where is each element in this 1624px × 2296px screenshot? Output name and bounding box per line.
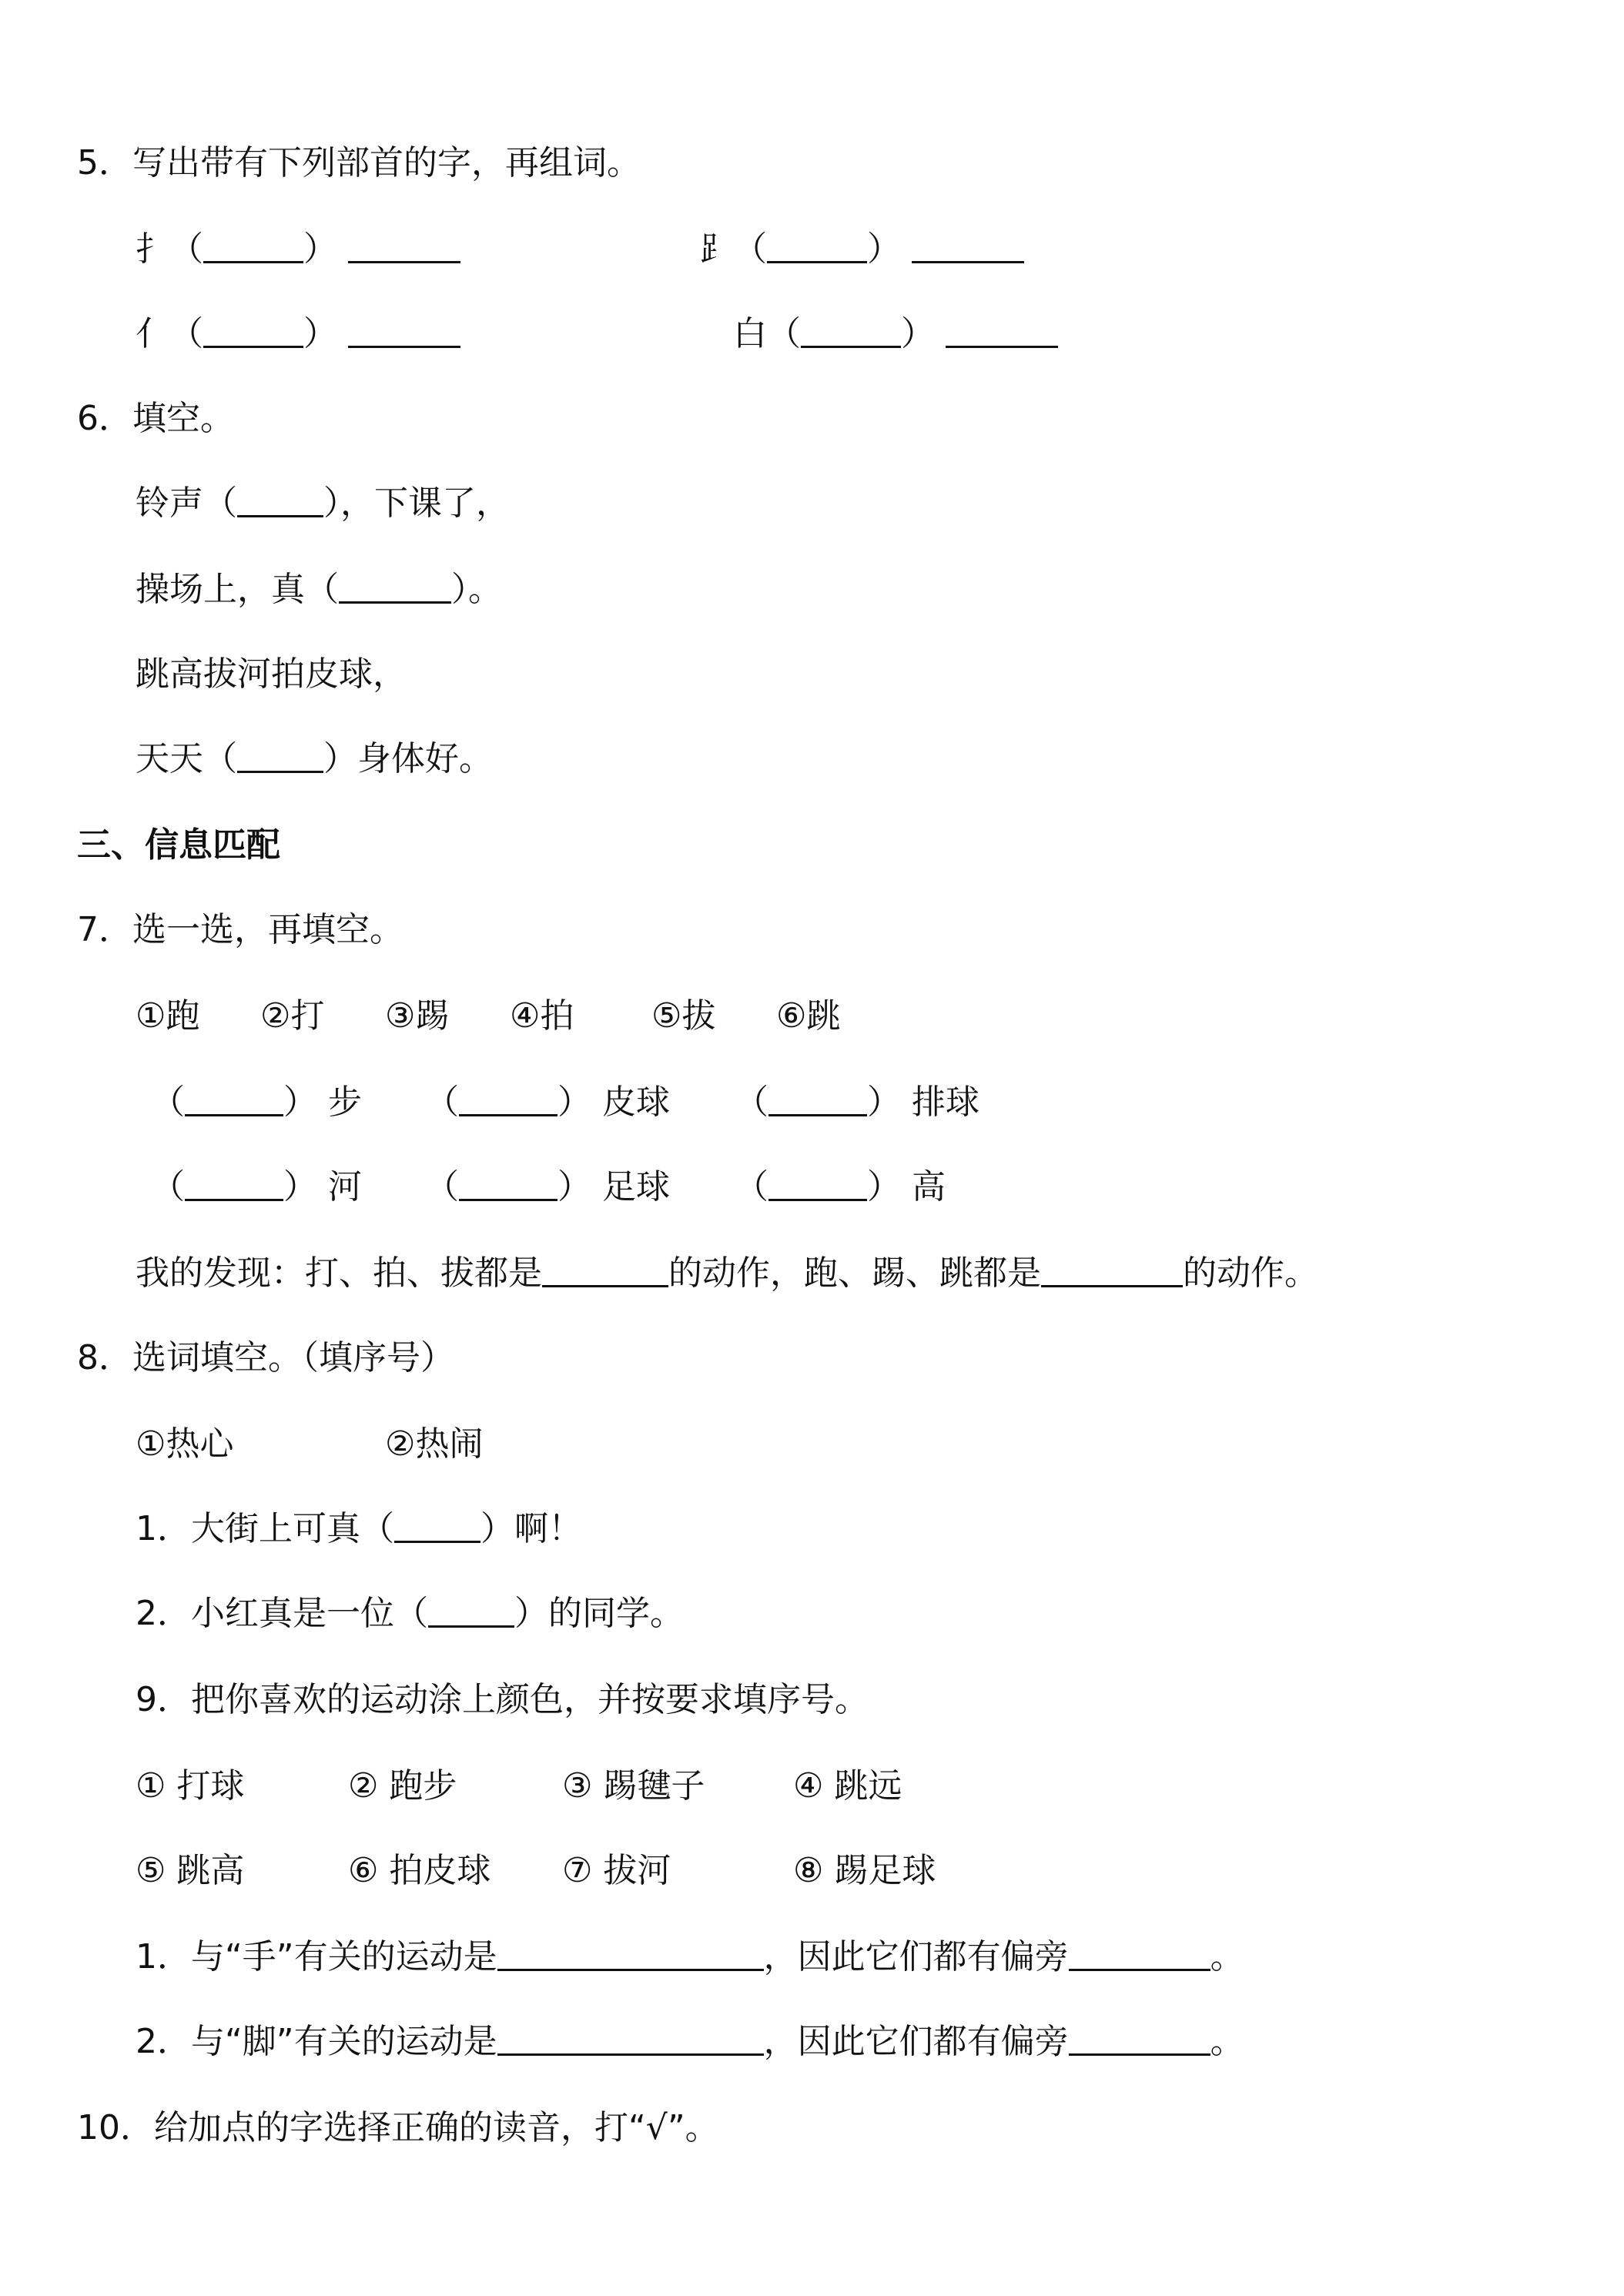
answer-blank[interactable]: [459, 1168, 558, 1201]
q6-line1: 铃声（ ），下课了，: [136, 484, 510, 523]
q8-sentence1: 1．大街上可真（ ）啊！: [136, 1509, 582, 1548]
q8-title: 8．选词填空。（填序号）: [77, 1338, 454, 1377]
q7-row2-item: （ ） 高: [735, 1167, 946, 1207]
q9-hand-line: 1．与“手”有关的运动是 ，因此它们都有偏旁 。: [136, 1937, 1244, 1976]
answer-blank[interactable]: [348, 315, 460, 348]
q8-sentence2: 2．小红真是一位（ ）的同学。: [136, 1594, 684, 1633]
answer-blank[interactable]: [203, 230, 303, 263]
q9-sport[interactable]: ⑦ 拔河: [562, 1851, 671, 1890]
q9-sport[interactable]: ③ 踢毽子: [562, 1766, 705, 1806]
q8-option: ①热心: [136, 1424, 234, 1464]
q7-option: ⑤拔: [651, 996, 716, 1036]
q7-row1-item: （ ） 皮球: [425, 1083, 670, 1122]
q6-title: 6．填空。: [77, 399, 234, 438]
q9-foot-line: 2．与“脚”有关的运动是 ，因此它们都有偏旁 。: [136, 2022, 1244, 2061]
q7-row1-item: （ ） 步: [151, 1083, 362, 1122]
q9-title: 9．把你喜欢的运动涂上颜色，并按要求填序号。: [136, 1680, 869, 1719]
q6-line4: 天天（ ）身体好。: [136, 739, 493, 778]
answer-blank[interactable]: [768, 1083, 867, 1116]
answer-blank[interactable]: [497, 1938, 764, 1971]
answer-blank[interactable]: [767, 230, 867, 263]
q5-row1-right: ⻊（ ）: [699, 228, 1024, 271]
q7-row1-item: （ ） 排球: [735, 1083, 979, 1122]
answer-blank[interactable]: [237, 740, 323, 773]
q8-option: ②热闹: [385, 1424, 484, 1464]
q9-sport[interactable]: ④ 跳远: [793, 1766, 902, 1806]
q7-title: 7．选一选，再填空。: [77, 910, 403, 949]
q5-title: 5．写出带有下列部首的字，再组词。: [77, 143, 641, 182]
answer-blank[interactable]: [1069, 1938, 1210, 1971]
q5-row2-right: 白（ ）: [733, 313, 1058, 356]
answer-blank[interactable]: [185, 1083, 283, 1116]
q7-option: ⑥跳: [776, 996, 841, 1036]
q7-option: ④拍: [510, 996, 574, 1036]
answer-blank[interactable]: [348, 230, 460, 263]
answer-blank[interactable]: [801, 315, 901, 348]
answer-blank[interactable]: [1041, 1254, 1183, 1287]
answer-blank[interactable]: [768, 1168, 867, 1201]
q7-row2-item: （ ） 河: [151, 1167, 362, 1207]
section-heading: 三、信息匹配: [77, 825, 280, 865]
q9-sport[interactable]: ① 打球: [136, 1766, 245, 1806]
q9-sport[interactable]: ⑤ 跳高: [136, 1851, 245, 1890]
answer-blank[interactable]: [912, 230, 1024, 263]
answer-blank[interactable]: [1069, 2023, 1210, 2056]
q7-option: ③踢: [385, 996, 450, 1036]
q5-row1-left: 扌（ ）: [136, 228, 460, 271]
q7-option: ①跑: [136, 996, 200, 1036]
answer-blank[interactable]: [203, 315, 303, 348]
answer-blank[interactable]: [497, 2023, 764, 2056]
answer-blank[interactable]: [946, 315, 1058, 348]
q9-sport[interactable]: ⑧ 踢足球: [793, 1851, 936, 1890]
answer-blank[interactable]: [237, 484, 323, 517]
q10-title: 10．给加点的字选择正确的读音，打“√”。: [77, 2108, 719, 2147]
q5-row2-left: 亻（ ）: [136, 313, 460, 356]
answer-blank[interactable]: [394, 1510, 481, 1543]
q7-finding: 我的发现：打、拍、拔都是 的动作，跑、踢、跳都是 的动作。: [136, 1253, 1318, 1293]
answer-blank[interactable]: [542, 1254, 668, 1287]
q6-line2: 操场上，真（ ）。: [136, 570, 502, 609]
q9-sport[interactable]: ⑥ 拍皮球: [348, 1851, 491, 1890]
q9-sport[interactable]: ② 跑步: [348, 1766, 457, 1806]
q6-line3: 跳高拔河拍皮球，: [136, 654, 407, 694]
answer-blank[interactable]: [428, 1595, 514, 1628]
q7-row2-item: （ ） 足球: [425, 1167, 670, 1207]
answer-blank[interactable]: [339, 571, 451, 604]
answer-blank[interactable]: [185, 1168, 283, 1201]
q7-option: ②打: [260, 996, 325, 1036]
answer-blank[interactable]: [459, 1083, 558, 1116]
